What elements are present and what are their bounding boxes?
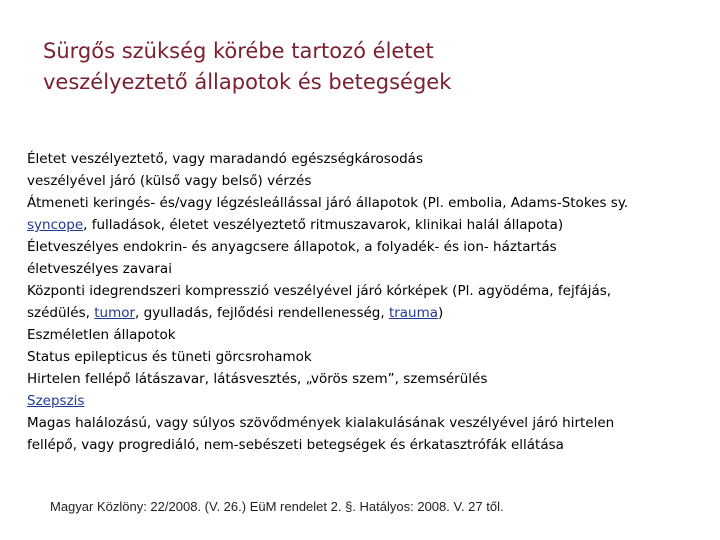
- item-text-line: [27, 302, 707, 324]
- list-item: [27, 236, 707, 280]
- item-text: , gyulladás, fejlődési rendellenesség,: [135, 305, 389, 321]
- item-text: Hirtelen fellépő látászavar, látásvesztés, „vörös szem”, szemsérülés: [27, 371, 488, 387]
- item-text: Életet veszélyeztető, vagy maradandó egészségkárosodás: [27, 151, 423, 167]
- item-text-line: [27, 390, 707, 412]
- item-text-line: [27, 214, 707, 236]
- list-item: [27, 148, 707, 192]
- item-text: Átmeneti keringés- és/vagy légzésleállással járó állapotok (Pl. embolia, Adams-Stokes sy.: [27, 195, 629, 211]
- source-footnote: Magyar Közlöny: 22/2008. (V. 26.) EüM rendelet 2. §. Hatályos: 2008. V. 27 től.: [50, 499, 504, 514]
- title-line-1: Sürgős szükség körébe tartozó életet: [43, 39, 434, 63]
- list-item: [27, 324, 707, 346]
- slide-title: [43, 36, 683, 98]
- tumor-link[interactable]: tumor: [94, 305, 136, 321]
- item-text: veszélyével járó (külső vagy belső) vérzés: [27, 173, 312, 189]
- item-text: Eszméletlen állapotok: [27, 327, 176, 343]
- list-item: [27, 280, 707, 324]
- item-text: Központi idegrendszeri kompresszió veszélyével járó kórképek (Pl. agyödéma, fejfájás,: [27, 283, 612, 299]
- item-text: Status epilepticus és tüneti görcsrohamok: [27, 349, 312, 365]
- item-text: életveszélyes zavarai: [27, 261, 172, 277]
- item-text: ): [438, 305, 444, 321]
- item-text: fellépő, vagy progrediáló, nem-sebészeti betegségek és érkatasztrófák ellátása: [27, 437, 564, 453]
- list-item: [27, 346, 707, 368]
- item-text: Életveszélyes endokrin- és anyagcsere állapotok, a folyadék- és ion- háztartás: [27, 239, 557, 255]
- title-line-2: veszélyeztető állapotok és betegségek: [43, 70, 452, 94]
- list-item: [27, 390, 707, 412]
- sepsis-link[interactable]: Szepszis: [27, 393, 85, 409]
- list-item: [27, 368, 707, 390]
- condition-list: [27, 148, 707, 456]
- trauma-link[interactable]: trauma: [388, 305, 439, 321]
- item-text: , fulladások, életet veszélyeztető ritmuszavarok, klinikai halál állapota): [83, 217, 564, 233]
- syncope-link[interactable]: syncope: [27, 217, 84, 233]
- list-item: [27, 192, 707, 236]
- item-text: Magas halálozású, vagy súlyos szövődmények kialakulásának veszélyével járó hirtelen: [27, 415, 615, 431]
- list-item: [27, 412, 707, 456]
- item-text: szédülés,: [27, 305, 95, 321]
